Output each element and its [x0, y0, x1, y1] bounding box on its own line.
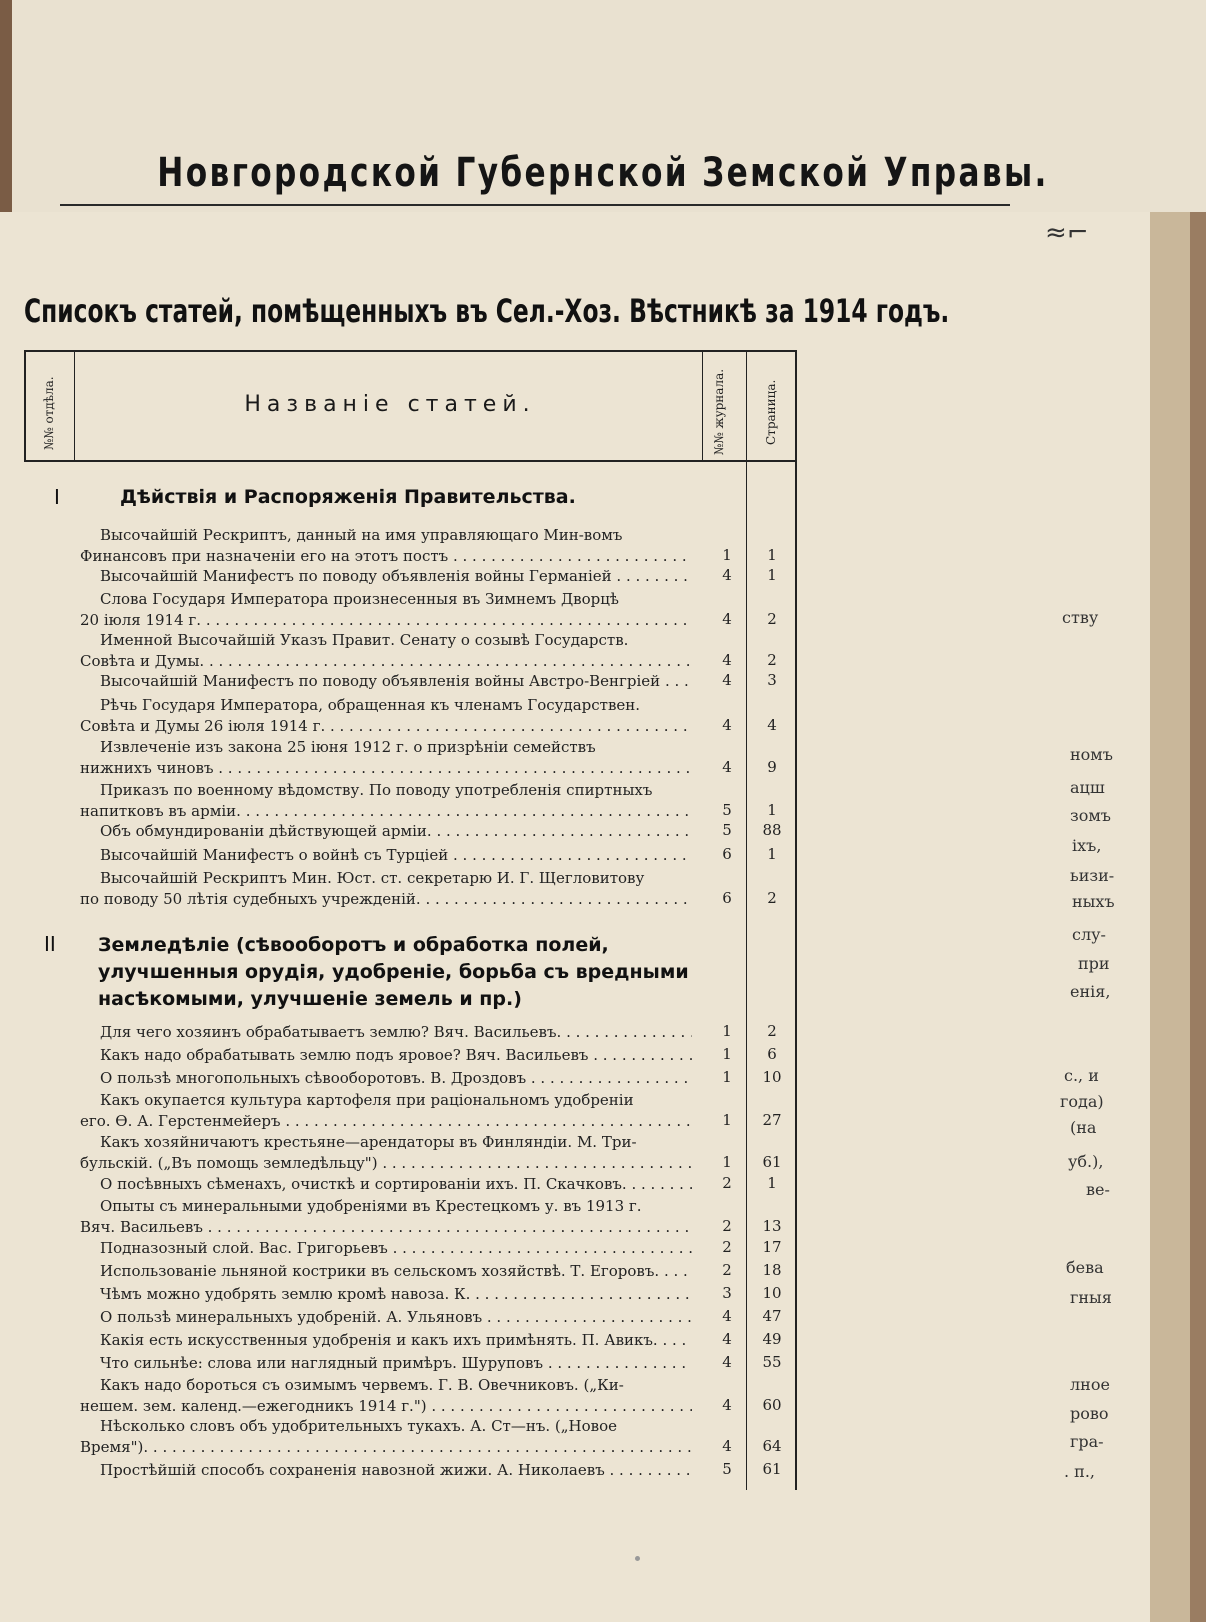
journal-number: 5	[722, 821, 732, 839]
table-row	[80, 1238, 692, 1259]
article-title-line: Объ обмундированіи дѣйствующей арміи. . . .	[80, 821, 692, 842]
article-title-line: Какъ надо бороться съ озимымъ червемъ. Г. В. Овечниковъ. („Ки-	[100, 1376, 624, 1394]
margin-text-fragment: с., и	[1064, 1066, 1099, 1085]
book-edge-right	[1190, 212, 1206, 1622]
margin-text-fragment: слу-	[1072, 925, 1106, 944]
table-row	[80, 780, 692, 822]
article-title-line: Какъ хозяйничаютъ крестьяне—арендаторы въ Финляндіи. М. Три-	[100, 1133, 637, 1151]
margin-text-fragment: бева	[1066, 1258, 1104, 1277]
page-number: 2	[767, 651, 777, 669]
article-title-line: Высочайшій Рескриптъ, данный на имя управляющаго Мин-вомъ	[100, 526, 623, 544]
table-row	[80, 695, 692, 737]
table-right-rule	[795, 350, 797, 1490]
journal-number: 2	[722, 1238, 732, 1256]
margin-text-fragment: года)	[1060, 1092, 1104, 1111]
table-row	[80, 821, 692, 842]
page-number: 55	[762, 1353, 782, 1371]
journal-number: 6	[722, 889, 732, 907]
page-number: 61	[762, 1153, 782, 1171]
page-number: 4	[767, 716, 777, 734]
page-number: 61	[762, 1460, 782, 1478]
list-title: Списокъ статей, помѣщенныхъ въ Сел.-Хоз. Вѣстникѣ за 1914 годъ.	[24, 292, 950, 330]
article-title-line: О пользѣ многопольныхъ сѣвооборотовъ. В. Дроздовъ . . .	[80, 1068, 692, 1089]
journal-number: 4	[722, 671, 732, 689]
header-page-number: Страница.	[764, 379, 778, 445]
article-title-line: Высочайшій Манифестъ по поводу объявленія войны Германіей . . .	[80, 566, 692, 587]
margin-text-fragment: зомъ	[1070, 806, 1111, 825]
article-title-line: Для чего хозяинъ обрабатываетъ землю? Вяч. Васильевъ. . . .	[80, 1022, 692, 1043]
journal-number: 5	[722, 801, 732, 819]
article-title-line: О пользѣ минеральныхъ удобреній. А. Ульяновъ . . .	[80, 1307, 692, 1328]
journal-number: 4	[722, 1353, 732, 1371]
table-row	[80, 1196, 692, 1238]
page-number: 17	[762, 1238, 782, 1256]
margin-text-fragment: ацш	[1070, 778, 1105, 797]
section-number: II	[44, 932, 56, 956]
page-number: 49	[762, 1330, 782, 1348]
table-row	[80, 589, 692, 631]
page-number: 3	[767, 671, 777, 689]
article-title-line: Простѣйшій способъ сохраненія навозной жижи. А. Николаевъ . . .	[80, 1460, 692, 1481]
margin-text-fragment: при	[1078, 954, 1110, 973]
page-number: 10	[762, 1284, 782, 1302]
table-row	[80, 1460, 692, 1481]
article-title-line: Нѣсколько словъ объ удобрительныхъ тукахъ. А. Ст—нъ. („Новое	[100, 1417, 618, 1435]
margin-text-fragment: лное	[1070, 1375, 1110, 1394]
journal-number: 1	[722, 1045, 732, 1063]
margin-text-fragment: ьизи-	[1070, 866, 1115, 885]
page-number: 60	[762, 1396, 782, 1414]
table-row	[80, 1090, 692, 1132]
table-row	[80, 1330, 692, 1351]
margin-text-fragment: номъ	[1070, 745, 1113, 764]
header-rule	[60, 204, 1010, 206]
page-number: 1	[767, 546, 777, 564]
margin-text-fragment: енія,	[1070, 982, 1111, 1001]
page-number: 13	[762, 1217, 782, 1235]
article-title-line: нижнихъ чиновъ . . .	[80, 758, 692, 779]
article-title-line: Какія есть искусственныя удобренія и какъ ихъ примѣнять. П. Авикъ. . . .	[80, 1330, 692, 1351]
article-title-line: Что сильнѣе: слова или наглядный примѣръ. Шуруповъ . . .	[80, 1353, 692, 1374]
article-title-line: Высочайшій Манифестъ по поводу объявленія войны Австро-Венгріей . . .	[80, 671, 692, 692]
journal-number: 4	[722, 1307, 732, 1325]
table-row	[80, 845, 692, 866]
table-row	[80, 737, 692, 779]
table-row	[80, 566, 692, 587]
article-title-line: Финансовъ при назначеніи его на этотъ постъ . . .	[80, 546, 692, 567]
table-row	[80, 525, 692, 567]
table-row	[80, 1307, 692, 1328]
journal-number: 1	[722, 1111, 732, 1129]
article-title-line: Чѣмъ можно удобрять землю кромѣ навоза. К. . . .	[80, 1284, 692, 1305]
table-row	[80, 1416, 692, 1458]
journal-number: 4	[722, 1396, 732, 1414]
page-number: 2	[767, 610, 777, 628]
article-title-line: напитковъ въ арміи. . . .	[80, 801, 692, 822]
journal-number: 4	[722, 566, 732, 584]
margin-text-fragment: уб.),	[1068, 1152, 1104, 1171]
page-number: 1	[767, 845, 777, 863]
table-top-rule	[24, 350, 796, 352]
article-title-line: Слова Государя Императора произнесенныя въ Зимнемъ Дворцѣ	[100, 590, 619, 608]
article-title-line: 20 іюля 1914 г. . . .	[80, 610, 692, 631]
journal-number: 3	[722, 1284, 732, 1302]
page-number: 6	[767, 1045, 777, 1063]
journal-number: 4	[722, 1437, 732, 1455]
article-title-line: по поводу 50 лѣтія судебныхъ учрежденій. . . .	[80, 889, 692, 910]
table-row	[80, 868, 692, 910]
margin-text-fragment: гныя	[1070, 1288, 1112, 1307]
margin-text-fragment: ныхъ	[1072, 892, 1115, 911]
table-header-rule	[24, 460, 796, 462]
margin-text-fragment: іхъ,	[1072, 836, 1102, 855]
journal-number: 4	[722, 651, 732, 669]
article-title-line: Подназозный слой. Вас. Григорьевъ . . .	[80, 1238, 692, 1259]
table-row	[80, 1375, 692, 1417]
article-title-line: Совѣта и Думы 26 іюля 1914 г. . . .	[80, 716, 692, 737]
page-number: 2	[767, 1022, 777, 1040]
article-title-line: Использованіе льняной кострики въ сельскомъ хозяйствѣ. Т. Егоровъ. . . .	[80, 1261, 692, 1282]
journal-number: 4	[722, 610, 732, 628]
article-title-line: Именной Высочайшій Указъ Правит. Сенату о созывѣ Государств.	[100, 631, 629, 649]
page-number: 1	[767, 801, 777, 819]
section-title: Земледѣліе (сѣвооборотъ и обработка полей, улучшенныя орудія, удобреніе, борьба съ вредными насѣкомыми, улучшеніе земель и пр.)	[98, 934, 689, 1010]
table-row	[80, 630, 692, 672]
article-title-line: Рѣчь Государя Императора, обращенная къ членамъ Государствен.	[100, 696, 641, 714]
page-number: 9	[767, 758, 777, 776]
journal-number: 1	[722, 1068, 732, 1086]
page-number: 27	[762, 1111, 782, 1129]
table-row	[80, 1174, 692, 1195]
article-title-line: Приказъ по военному вѣдомству. По поводу употребленія спиртныхъ	[100, 781, 653, 799]
page-header-title: Новгородской Губернской Земской Управы.	[157, 150, 1049, 196]
margin-text-fragment: . п.,	[1064, 1462, 1096, 1481]
page-number: 10	[762, 1068, 782, 1086]
article-title-line: Высочайшій Рескриптъ Мин. Юст. ст. секретарю И. Г. Щегловитову	[100, 869, 645, 887]
journal-number: 2	[722, 1174, 732, 1192]
section-number: I	[54, 485, 60, 509]
article-title-line: Высочайшій Манифестъ о войнѣ съ Турціей . . .	[80, 845, 692, 866]
table-left-rule	[24, 350, 26, 462]
article-title-line: Извлеченіе изъ закона 25 іюня 1912 г. о призрѣніи семействъ	[100, 738, 596, 756]
article-title-line: Какъ окупается культура картофеля при раціональномъ удобреніи	[100, 1091, 634, 1109]
article-title-line: О посѣвныхъ сѣменахъ, очисткѣ и сортированіи ихъ. П. Скачковъ. . . .	[80, 1174, 692, 1195]
journal-number: 4	[722, 716, 732, 734]
table-row	[80, 1132, 692, 1174]
page-number: 64	[762, 1437, 782, 1455]
page-number: 47	[762, 1307, 782, 1325]
article-title-line: Вяч. Васильевъ . . .	[80, 1217, 692, 1238]
table-col1-rule	[74, 350, 75, 462]
page-number: 88	[762, 821, 782, 839]
margin-text-fragment: рово	[1070, 1404, 1109, 1423]
section-title: Дѣйствія и Распоряженія Правительства.	[120, 486, 576, 508]
margin-text-fragment: ству	[1062, 608, 1099, 627]
header-article-title: Названіе статей.	[244, 392, 536, 417]
article-title-line: Время"). . . .	[80, 1437, 692, 1458]
article-title-line: Какъ надо обрабатывать землю подъ яровое? Вяч. Васильевъ . . .	[80, 1045, 692, 1066]
journal-number: 2	[722, 1217, 732, 1235]
header-section-number: №№ отдѣла.	[42, 376, 56, 450]
margin-text-fragment: (на	[1070, 1118, 1097, 1137]
page-number: 1	[767, 566, 777, 584]
ornament-icon: ≈⌐	[1045, 218, 1089, 248]
header-journal-number: №№ журнала.	[712, 368, 726, 455]
table-row	[80, 1353, 692, 1374]
table-row	[80, 1068, 692, 1089]
journal-number: 4	[722, 1330, 732, 1348]
margin-text-fragment: ве-	[1086, 1180, 1110, 1199]
table-row	[80, 1261, 692, 1282]
table-col4-rule	[746, 350, 747, 1490]
article-title-line: нешем. зем. календ.—ежегодникъ 1914 г.") . . .	[80, 1396, 692, 1417]
journal-number: 4	[722, 758, 732, 776]
journal-number: 5	[722, 1460, 732, 1478]
page-number: 1	[767, 1174, 777, 1192]
table-row	[80, 1022, 692, 1043]
table-row	[80, 1045, 692, 1066]
journal-number: 1	[722, 546, 732, 564]
article-title-line: его. Ѳ. А. Герстенмейеръ . . .	[80, 1111, 692, 1132]
journal-number: 1	[722, 1022, 732, 1040]
table-col3-rule	[702, 350, 703, 462]
speck	[635, 1556, 640, 1561]
page-number: 2	[767, 889, 777, 907]
table-row	[80, 1284, 692, 1305]
journal-number: 6	[722, 845, 732, 863]
margin-text-fragment: гра-	[1070, 1432, 1104, 1451]
journal-number: 1	[722, 1153, 732, 1171]
journal-number: 2	[722, 1261, 732, 1279]
page-number: 18	[762, 1261, 782, 1279]
article-title-line: Опыты съ минеральными удобреніями въ Крестецкомъ у. въ 1913 г.	[100, 1197, 642, 1215]
article-title-line: бульскій. („Въ помощь земледѣльцу") . . .	[80, 1153, 692, 1174]
article-title-line: Совѣта и Думы. . . .	[80, 651, 692, 672]
table-row	[80, 671, 692, 692]
